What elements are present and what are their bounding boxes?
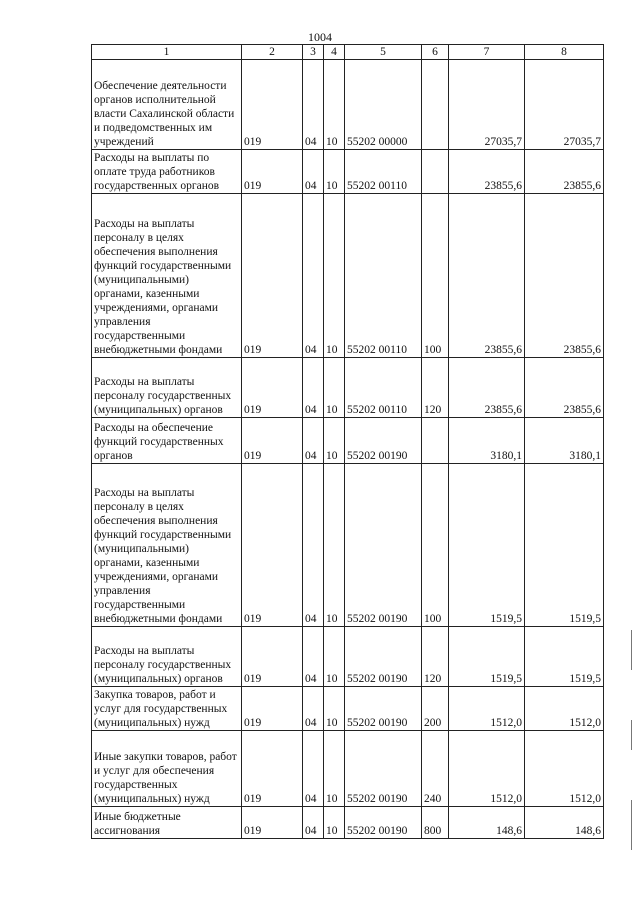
expense-type-code [422, 418, 449, 464]
admin-code: 019 [242, 731, 303, 807]
row-name: Обеспечение деятельности органов исполнительной власти Сахалинской области и подведомственных им учреждений [92, 60, 242, 150]
subsection-code: 10 [324, 418, 345, 464]
header-row [92, 45, 604, 60]
amount-col7: 1512,0 [449, 687, 525, 731]
section-code: 04 [303, 60, 324, 150]
table-row [92, 418, 604, 464]
section-code: 04 [303, 807, 324, 839]
table-row [92, 358, 604, 418]
target-article-code: 55202 00190 [345, 464, 422, 627]
subsection-code: 10 [324, 687, 345, 731]
table-row [92, 150, 604, 194]
amount-col8: 148,6 [525, 807, 604, 839]
expense-type-code: 120 [422, 627, 449, 687]
amount-col8: 23855,6 [525, 150, 604, 194]
amount-col8: 1512,0 [525, 731, 604, 807]
admin-code: 019 [242, 150, 303, 194]
admin-code: 019 [242, 60, 303, 150]
table-row [92, 807, 604, 839]
admin-code: 019 [242, 358, 303, 418]
admin-code: 019 [242, 194, 303, 358]
amount-col7: 23855,6 [449, 194, 525, 358]
expense-type-code: 800 [422, 807, 449, 839]
section-code: 04 [303, 418, 324, 464]
row-name: Расходы на обеспечение функций государственных органов [92, 418, 242, 464]
admin-code: 019 [242, 807, 303, 839]
budget-table [91, 44, 604, 839]
admin-code: 019 [242, 418, 303, 464]
subsection-code: 10 [324, 60, 345, 150]
target-article-code: 55202 00000 [345, 60, 422, 150]
column-header: 3 [303, 45, 324, 60]
row-name: Расходы на выплаты персоналу в целях обеспечения выполнения функций государственными (муниципальными) органами, казенными учреждениями, органами управления государственными внебюджетными фондами [92, 194, 242, 358]
target-article-code: 55202 00190 [345, 807, 422, 839]
table-row [92, 194, 604, 358]
amount-col7: 27035,7 [449, 60, 525, 150]
subsection-code: 10 [324, 150, 345, 194]
subsection-code: 10 [324, 194, 345, 358]
column-header: 5 [345, 45, 422, 60]
amount-col8: 27035,7 [525, 60, 604, 150]
amount-col7: 23855,6 [449, 358, 525, 418]
table-row [92, 687, 604, 731]
subsection-code: 10 [324, 731, 345, 807]
column-header: 8 [525, 45, 604, 60]
table-row [92, 731, 604, 807]
amount-col8: 1519,5 [525, 464, 604, 627]
target-article-code: 55202 00190 [345, 731, 422, 807]
column-header: 6 [422, 45, 449, 60]
target-article-code: 55202 00110 [345, 358, 422, 418]
admin-code: 019 [242, 687, 303, 731]
amount-col7: 1512,0 [449, 731, 525, 807]
section-code: 04 [303, 150, 324, 194]
amount-col7: 1519,5 [449, 464, 525, 627]
amount-col8: 23855,6 [525, 358, 604, 418]
page-number: 1004 [308, 30, 332, 44]
scan-artifact [631, 630, 632, 670]
row-name: Расходы на выплаты персоналу государственных (муниципальных) органов [92, 627, 242, 687]
table-row [92, 627, 604, 687]
expense-type-code: 240 [422, 731, 449, 807]
amount-col8: 23855,6 [525, 194, 604, 358]
section-code: 04 [303, 687, 324, 731]
target-article-code: 55202 00110 [345, 150, 422, 194]
amount-col8: 1519,5 [525, 627, 604, 687]
target-article-code: 55202 00190 [345, 418, 422, 464]
table-row [92, 60, 604, 150]
admin-code: 019 [242, 627, 303, 687]
column-header: 2 [242, 45, 303, 60]
table-row [92, 464, 604, 627]
target-article-code: 55202 00110 [345, 194, 422, 358]
row-name: Иные бюджетные ассигнования [92, 807, 242, 839]
section-code: 04 [303, 731, 324, 807]
column-header: 1 [92, 45, 242, 60]
expense-type-code: 100 [422, 464, 449, 627]
row-name: Расходы на выплаты персоналу в целях обеспечения выполнения функций государственными (муниципальными) органами, казенными учреждениями, органами управления государственными внебюджетными фондами [92, 464, 242, 627]
row-name: Расходы на выплаты по оплате труда работников государственных органов [92, 150, 242, 194]
amount-col7: 148,6 [449, 807, 525, 839]
subsection-code: 10 [324, 358, 345, 418]
expense-type-code: 120 [422, 358, 449, 418]
expense-type-code: 100 [422, 194, 449, 358]
row-name: Закупка товаров, работ и услуг для государственных (муниципальных) нужд [92, 687, 242, 731]
section-code: 04 [303, 627, 324, 687]
expense-type-code [422, 150, 449, 194]
amount-col7: 23855,6 [449, 150, 525, 194]
row-name: Расходы на выплаты персоналу государственных (муниципальных) органов [92, 358, 242, 418]
expense-type-code: 200 [422, 687, 449, 731]
amount-col8: 1512,0 [525, 687, 604, 731]
amount-col7: 1519,5 [449, 627, 525, 687]
row-name: Иные закупки товаров, работ и услуг для обеспечения государственных (муниципальных) нужд [92, 731, 242, 807]
column-header: 7 [449, 45, 525, 60]
scan-artifact [631, 800, 632, 850]
amount-col8: 3180,1 [525, 418, 604, 464]
subsection-code: 10 [324, 807, 345, 839]
subsection-code: 10 [324, 627, 345, 687]
amount-col7: 3180,1 [449, 418, 525, 464]
admin-code: 019 [242, 464, 303, 627]
target-article-code: 55202 00190 [345, 687, 422, 731]
section-code: 04 [303, 464, 324, 627]
target-article-code: 55202 00190 [345, 627, 422, 687]
section-code: 04 [303, 358, 324, 418]
section-code: 04 [303, 194, 324, 358]
scan-artifact [631, 720, 632, 750]
expense-type-code [422, 60, 449, 150]
column-header: 4 [324, 45, 345, 60]
subsection-code: 10 [324, 464, 345, 627]
